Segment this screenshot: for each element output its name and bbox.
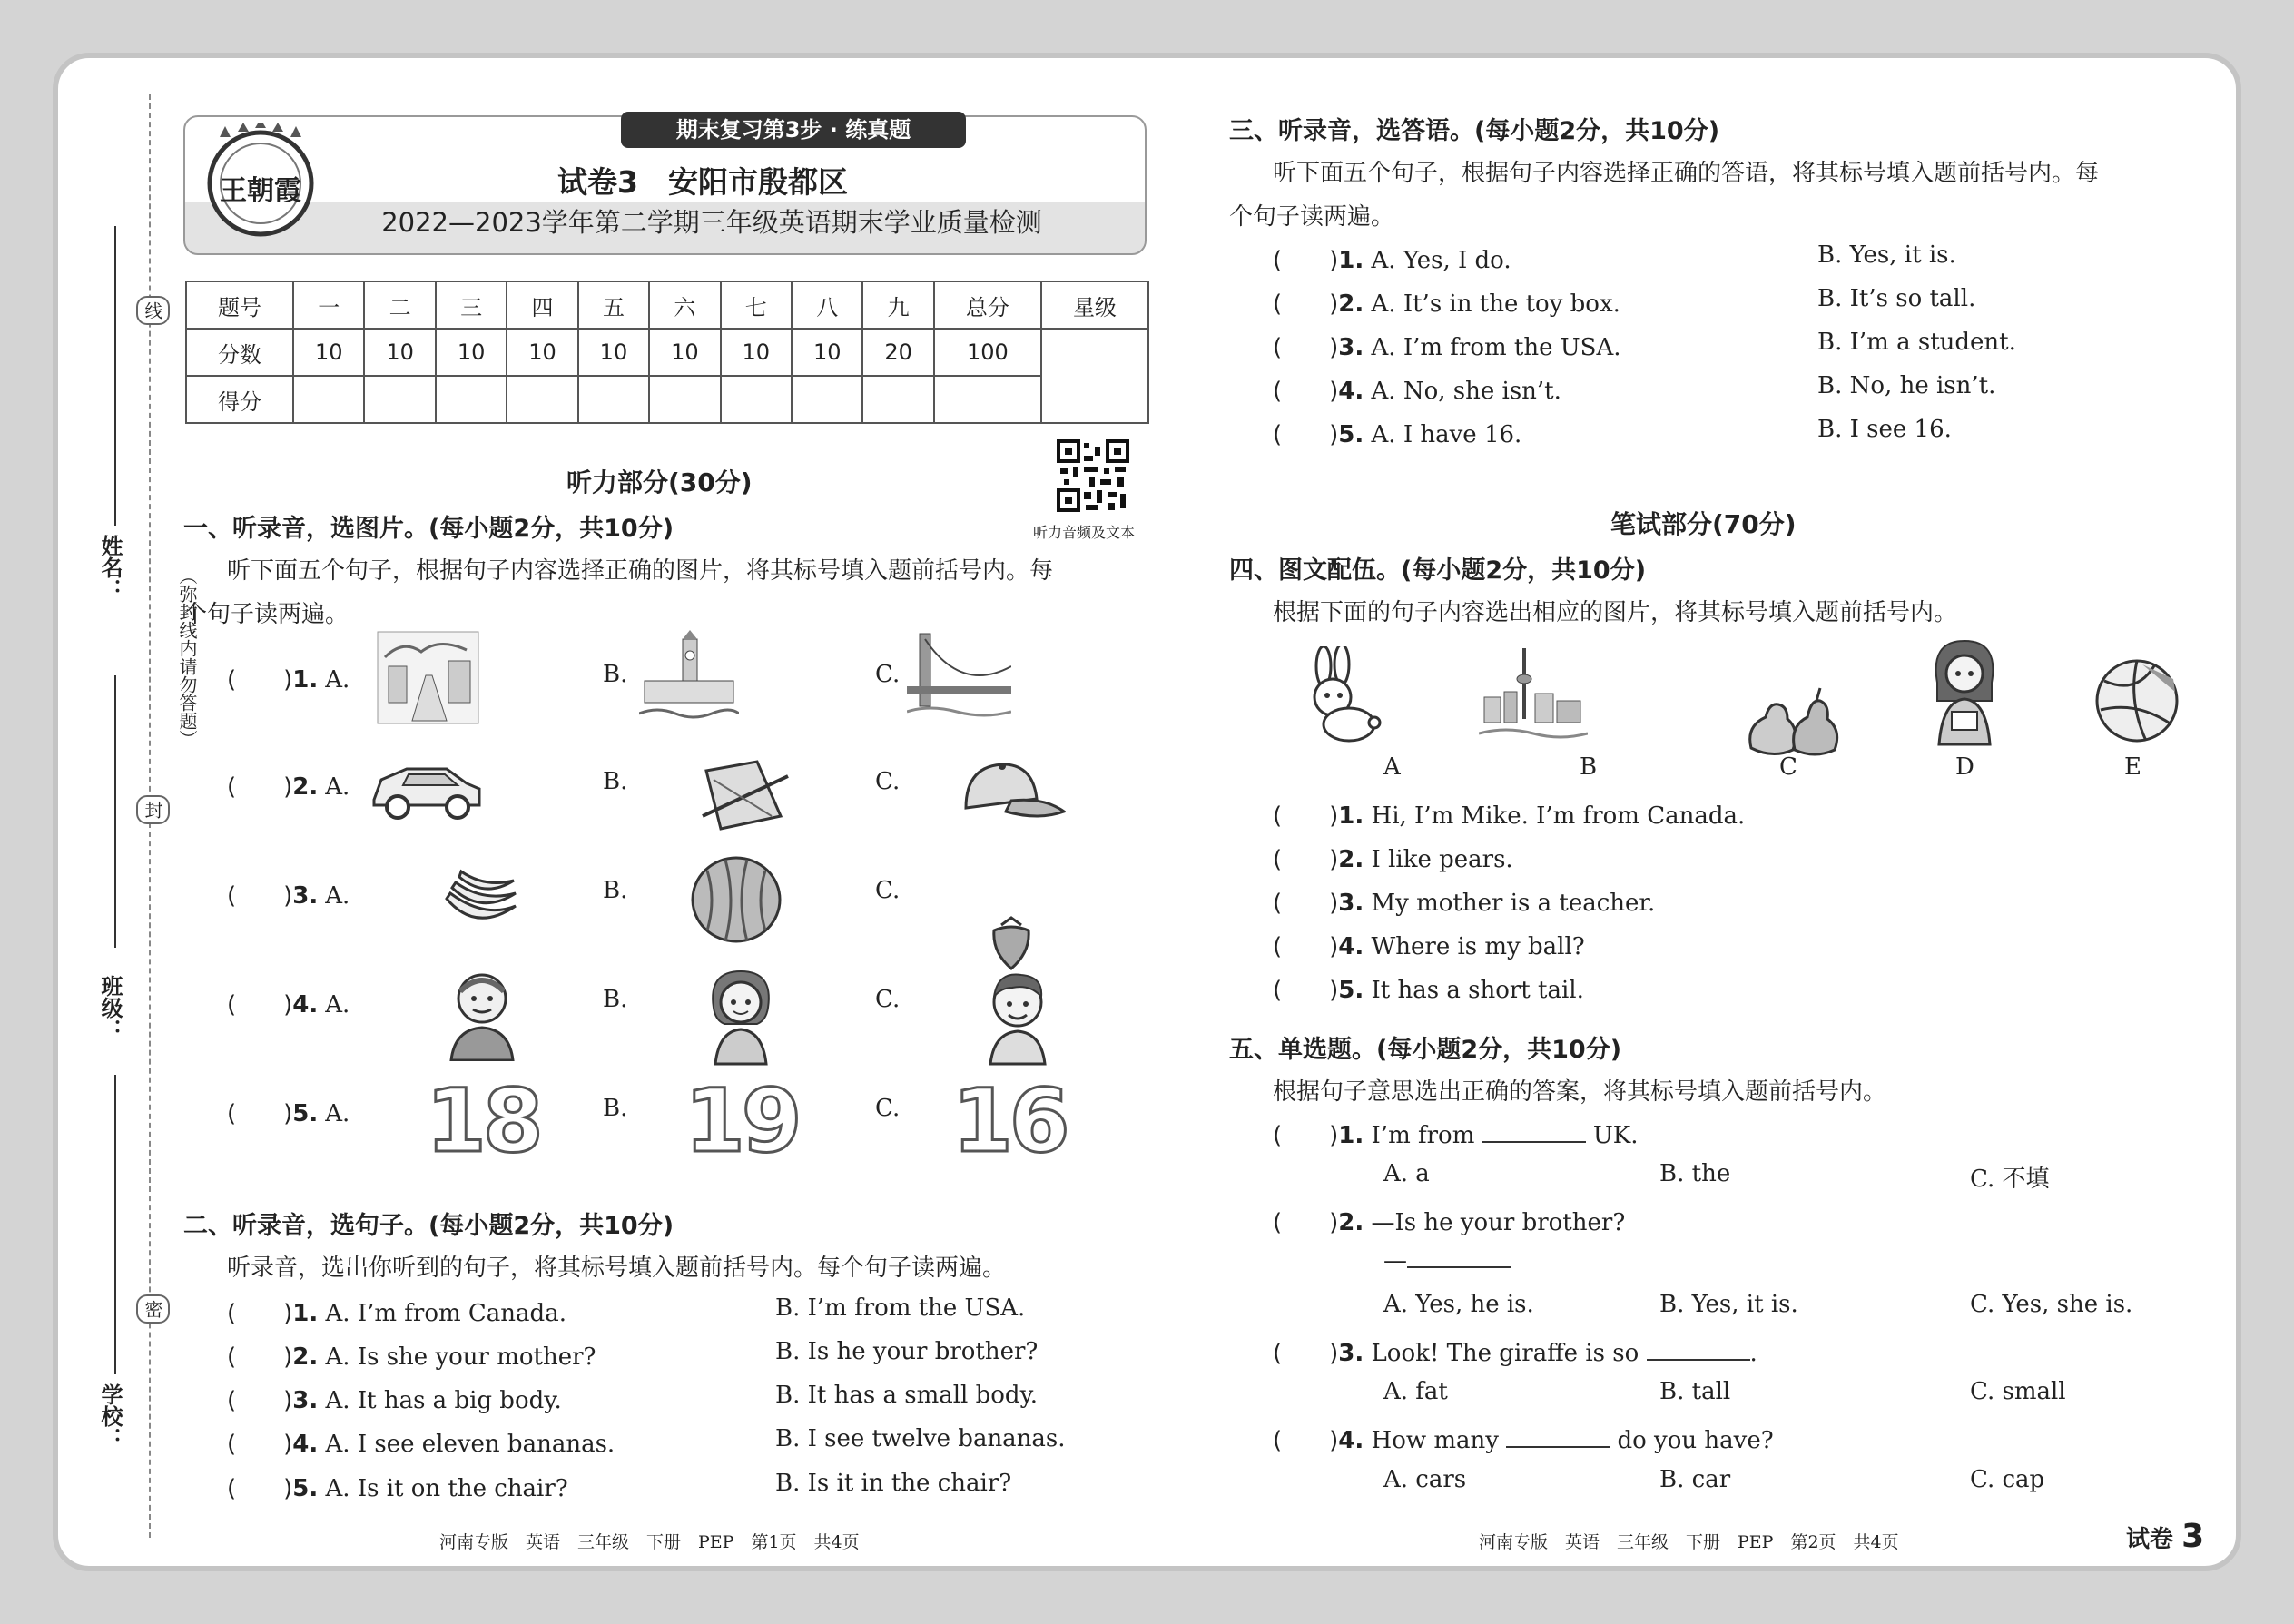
- answer-bracket[interactable]: ( ): [1273, 933, 1339, 960]
- option-b: B. car: [1659, 1466, 1731, 1493]
- option-b: B. I’m a student.: [1817, 329, 2016, 356]
- table-cell: 10: [364, 329, 435, 376]
- question-number: 4.: [1338, 1427, 1364, 1454]
- cn-tower-icon: [1479, 646, 1588, 746]
- rabbit-picture: [1293, 646, 1383, 750]
- option-label: C.: [875, 768, 901, 795]
- blank-line[interactable]: [1482, 1141, 1586, 1143]
- answer-bracket[interactable]: ( ): [227, 991, 293, 1019]
- question-text: It has a short tail.: [1371, 977, 1584, 1004]
- girl-icon: [703, 966, 780, 1066]
- qr-caption: 听力音频及文本: [1033, 524, 1136, 541]
- score-input-cell[interactable]: [721, 376, 792, 423]
- answer-bracket[interactable]: ( ): [227, 1343, 293, 1371]
- answer-bracket[interactable]: ( ): [227, 1387, 293, 1414]
- option-label: C.: [875, 1095, 901, 1122]
- answer-bracket[interactable]: ( ): [1273, 421, 1339, 448]
- part1-instruction: 听下面五个句子，根据句子内容选择正确的图片，将其标号填入题前括号内。每: [227, 557, 1054, 585]
- street-picture: [376, 630, 480, 729]
- table-cell: 三: [436, 281, 507, 329]
- question-number: 1.: [1338, 247, 1364, 274]
- grandpa-icon: [444, 966, 521, 1061]
- city-tower-picture: [1479, 646, 1588, 750]
- part1-q5: [227, 1095, 350, 1128]
- banner-tag: 期末复习第3步 · 练真题: [621, 112, 966, 148]
- letter-c: C: [1779, 753, 1797, 781]
- option-a: A. It’s in the toy box.: [1371, 290, 1620, 318]
- part4-q1: [1273, 797, 1745, 831]
- score-input-cell[interactable]: [436, 376, 507, 423]
- part5-q1: [1273, 1117, 1639, 1150]
- bridge-icon: [907, 630, 1011, 725]
- option-b: B. No, he isn’t.: [1817, 372, 1996, 399]
- answer-bracket[interactable]: ( ): [227, 1300, 293, 1327]
- answer-bracket[interactable]: ( ): [1273, 334, 1339, 361]
- number-19: 19: [684, 1070, 799, 1172]
- table-cell: 10: [721, 329, 792, 376]
- table-cell: 二: [364, 281, 435, 329]
- question-number: 1.: [1338, 1122, 1364, 1149]
- question-number: 4.: [292, 1431, 319, 1458]
- option-a: A. a: [1383, 1160, 1430, 1187]
- part5-q3: [1273, 1334, 1757, 1368]
- question-text: Hi, I’m Mike. I’m from Canada.: [1371, 802, 1746, 830]
- part2-heading: 二、听录音，选句子。(每小题2分，共10分): [183, 1212, 674, 1240]
- part3-q5: [1273, 416, 1521, 449]
- pears-icon: [1742, 684, 1842, 757]
- option-c: C. 不填: [1970, 1166, 2050, 1193]
- question-number: 2.: [1338, 290, 1364, 318]
- answer-bracket[interactable]: ( ): [227, 882, 293, 910]
- table-row: [186, 376, 1148, 423]
- question-text: do you have?: [1617, 1427, 1774, 1454]
- paper-label-text: 试卷: [2126, 1526, 2174, 1553]
- table-cell: 100: [934, 329, 1041, 376]
- answer-bracket[interactable]: ( ): [1273, 846, 1339, 873]
- part3-instruction: 听下面五个句子，根据句子内容选择正确的答语，将其标号填入题前括号内。每: [1273, 160, 2100, 187]
- score-input-cell[interactable]: [649, 376, 720, 423]
- boy-picture: [980, 966, 1057, 1069]
- part3-heading: 三、听录音，选答语。(每小题2分，共10分): [1229, 117, 1720, 145]
- answer-bracket[interactable]: ( ): [1273, 1340, 1339, 1367]
- part2-q4: [227, 1425, 615, 1459]
- option-a: A. No, she isn’t.: [1371, 378, 1561, 405]
- car-picture: [367, 753, 485, 829]
- question-number: 4.: [1338, 378, 1364, 405]
- question-number: 1.: [292, 1300, 319, 1327]
- question-number: 5.: [292, 1100, 319, 1127]
- binding-warning: （弥封线内请勿答题）: [176, 566, 198, 748]
- question-text: Look! The giraffe is so: [1371, 1340, 1639, 1367]
- letter-d: D: [1955, 753, 1974, 781]
- answer-bracket[interactable]: ( ): [227, 666, 293, 694]
- option-label: A.: [325, 882, 350, 910]
- star-rating-cell[interactable]: [1041, 329, 1148, 423]
- paper-number: 3: [2181, 1518, 2205, 1555]
- option-a: A. I’m from Canada.: [325, 1300, 566, 1327]
- option-label: A.: [325, 773, 350, 801]
- question-number: 3.: [1338, 334, 1364, 361]
- answer-bracket[interactable]: ( ): [1273, 890, 1339, 917]
- question-text: UK.: [1592, 1122, 1639, 1149]
- part3-q1: [1273, 241, 1511, 275]
- question-number: 3.: [292, 1387, 319, 1414]
- boat-picture: [694, 753, 793, 838]
- option-label: A.: [325, 1100, 350, 1127]
- question-number: 5.: [1338, 977, 1364, 1004]
- big-ben-icon: [639, 630, 739, 725]
- watermelon-icon: [689, 852, 784, 948]
- question-number: 1.: [292, 666, 319, 694]
- question-number: 5.: [292, 1475, 319, 1502]
- exam-title: 试卷3 安阳市殷都区: [557, 164, 848, 200]
- option-a: A. I see eleven bananas.: [325, 1431, 615, 1458]
- exam-sheet: [53, 53, 2241, 1571]
- option-b: B. I’m from the USA.: [775, 1294, 1026, 1322]
- blank-line[interactable]: [1647, 1359, 1750, 1361]
- question-text: I’m from: [1371, 1122, 1475, 1149]
- question-text: Where is my ball?: [1371, 933, 1585, 960]
- boy-icon: [980, 966, 1057, 1066]
- option-a: A. I have 16.: [1371, 421, 1522, 448]
- score-input-cell[interactable]: [507, 376, 577, 423]
- part2-q5: [227, 1470, 568, 1503]
- table-row: [186, 281, 1148, 329]
- option-b: B. tall: [1659, 1378, 1731, 1405]
- question-text: How many: [1371, 1427, 1499, 1454]
- table-cell: 10: [792, 329, 862, 376]
- watermelon-picture: [689, 852, 784, 951]
- option-c: C. Yes, she is.: [1970, 1291, 2133, 1318]
- cap-picture: [957, 757, 1066, 833]
- logo-seal: [202, 123, 320, 241]
- question-number: 2.: [292, 1343, 319, 1371]
- option-c: C. cap: [1970, 1466, 2045, 1493]
- footer-right: 河南专版 英语 三年级 下册 PEP 第2页 共4页: [1479, 1532, 1899, 1552]
- score-input-cell[interactable]: [578, 376, 649, 423]
- part1-q4: [227, 986, 350, 1019]
- score-table: [185, 281, 1149, 424]
- table-row: [186, 329, 1148, 376]
- option-b: B. I see twelve bananas.: [775, 1425, 1066, 1452]
- question-number: 3.: [292, 882, 319, 910]
- option-b: B. It’s so tall.: [1817, 285, 1976, 312]
- teacher-icon: [1928, 637, 2001, 746]
- car-icon: [367, 753, 485, 825]
- paper-label: [2126, 1518, 2204, 1555]
- table-cell: 五: [578, 281, 649, 329]
- option-label: C.: [875, 877, 901, 904]
- number-18: 18: [426, 1070, 540, 1172]
- question-text: My mother is a teacher.: [1371, 890, 1656, 917]
- table-cell: 六: [649, 281, 720, 329]
- option-b: B. Is it in the chair?: [775, 1470, 1012, 1497]
- part4-q2: [1273, 841, 1513, 874]
- listening-title: 听力部分(30分): [566, 468, 753, 497]
- table-cell: 10: [293, 329, 364, 376]
- question-number: 4.: [292, 991, 319, 1019]
- table-cell: 题号: [186, 281, 293, 329]
- bananas-icon: [439, 866, 521, 934]
- letter-e: E: [2124, 753, 2141, 781]
- part2-q1: [227, 1294, 566, 1328]
- school-label: 学校：: [97, 1383, 123, 1449]
- question-text: .: [1749, 1340, 1757, 1367]
- part4-q5: [1273, 971, 1584, 1005]
- table-cell: 10: [649, 329, 720, 376]
- strawberry-icon: [989, 916, 1034, 970]
- table-cell: 总分: [934, 281, 1041, 329]
- bridge-picture: [907, 630, 1011, 729]
- letter-a: A: [1383, 753, 1401, 781]
- part5-q2: [1273, 1204, 1625, 1237]
- answer-bracket[interactable]: ( ): [1273, 290, 1339, 318]
- option-b: B. I see 16.: [1817, 416, 1952, 443]
- answer-bracket[interactable]: ( ): [1273, 1209, 1339, 1236]
- option-c: C. small: [1970, 1378, 2066, 1405]
- blank-line[interactable]: [1506, 1446, 1610, 1448]
- option-label: A.: [325, 991, 350, 1019]
- table-cell: 分数: [186, 329, 293, 376]
- bananas-picture: [439, 866, 521, 938]
- part5-q2-answer: [1383, 1247, 1511, 1275]
- cap-icon: [957, 757, 1066, 830]
- number-16: 16: [952, 1070, 1067, 1172]
- letter-b: B: [1580, 753, 1598, 781]
- table-cell: 九: [862, 281, 933, 329]
- qr-code[interactable]: [1057, 439, 1129, 512]
- part3-q3: [1273, 329, 1621, 362]
- boat-icon: [694, 753, 793, 834]
- option-label: B.: [603, 661, 628, 688]
- table-cell: 10: [578, 329, 649, 376]
- answer-bracket[interactable]: ( ): [1273, 802, 1339, 830]
- class-label: 班级：: [97, 975, 123, 1040]
- table-cell: 20: [862, 329, 933, 376]
- score-input-cell[interactable]: [934, 376, 1041, 423]
- option-a: A. Yes, I do.: [1371, 247, 1511, 274]
- part5-instruction: 根据句子意思选出正确的答案，将其标号填入题前括号内。: [1273, 1078, 1887, 1106]
- question-number: 2.: [1338, 846, 1364, 873]
- answer-bracket[interactable]: ( ): [227, 1475, 293, 1502]
- part1-q3: [227, 877, 350, 910]
- score-input-cell[interactable]: [364, 376, 435, 423]
- score-input-cell[interactable]: [792, 376, 862, 423]
- option-b: B. Yes, it is.: [1817, 241, 1956, 269]
- part3-q2: [1273, 285, 1620, 319]
- school-underline: [114, 1075, 116, 1374]
- option-label: B.: [603, 1095, 628, 1122]
- table-cell: 星级: [1041, 281, 1148, 329]
- option-b: B. Is he your brother?: [775, 1338, 1039, 1365]
- part2-q3: [227, 1382, 562, 1415]
- question-text: —Is he your brother?: [1371, 1209, 1626, 1236]
- question-number: 5.: [1338, 421, 1364, 448]
- part4-q4: [1273, 928, 1585, 961]
- option-b: B. It has a small body.: [775, 1382, 1039, 1409]
- answer-bracket[interactable]: ( ): [1273, 977, 1339, 1004]
- grandpa-picture: [444, 966, 521, 1065]
- option-label: C.: [875, 661, 901, 688]
- ball-icon: [2092, 655, 2182, 746]
- class-underline: [114, 675, 116, 948]
- question-number: 3.: [1338, 1340, 1364, 1367]
- answer-bracket[interactable]: ( ): [1273, 1122, 1339, 1149]
- part4-heading: 四、图文配伍。(每小题2分，共10分): [1229, 556, 1647, 585]
- table-cell: 四: [507, 281, 577, 329]
- option-label: B.: [603, 768, 628, 795]
- option-a: A. cars: [1383, 1466, 1467, 1493]
- secret-mark: 密: [136, 1294, 170, 1324]
- header-banner: [183, 115, 1147, 255]
- option-a: A. It has a big body.: [325, 1387, 562, 1414]
- option-label: B.: [603, 877, 628, 904]
- part3-instruction-cont: 个句子读两遍。: [1229, 203, 1395, 231]
- rabbit-icon: [1293, 646, 1383, 746]
- option-a: A. Yes, he is.: [1383, 1291, 1534, 1318]
- answer-bracket[interactable]: ( ): [227, 773, 293, 801]
- footer-left: 河南专版 英语 三年级 下册 PEP 第1页 共4页: [439, 1532, 860, 1552]
- part4-q3: [1273, 884, 1655, 918]
- big-ben-picture: [639, 630, 739, 729]
- street-scene-icon: [376, 630, 480, 725]
- option-a: A. fat: [1383, 1378, 1448, 1405]
- part4-instruction: 根据下面的句子内容选出相应的图片，将其标号填入题前括号内。: [1273, 599, 1958, 626]
- table-cell: 得分: [186, 376, 293, 423]
- name-label: 姓名：: [97, 535, 123, 600]
- teacher-picture: [1928, 637, 2001, 750]
- logo-text: 王朝霞: [220, 175, 301, 207]
- option-b: B. the: [1659, 1160, 1731, 1187]
- question-number: 2.: [292, 773, 319, 801]
- option-label: A.: [325, 666, 350, 694]
- part3-q4: [1273, 372, 1561, 406]
- option-b: B. Yes, it is.: [1659, 1291, 1798, 1318]
- table-cell: 八: [792, 281, 862, 329]
- girl-picture: [703, 966, 780, 1069]
- question-number: 1.: [1338, 802, 1364, 830]
- part2-instruction: 听录音，选出你听到的句子，将其标号填入题前括号内。每个句子读两遍。: [227, 1255, 1007, 1282]
- writing-title: 笔试部分(70分): [1610, 509, 1797, 539]
- part1-instruction-cont: 个句子读两遍。: [183, 601, 350, 628]
- question-number: 4.: [1338, 933, 1364, 960]
- score-input-cell[interactable]: [862, 376, 933, 423]
- option-a: A. I’m from the USA.: [1371, 334, 1621, 361]
- ball-picture: [2092, 655, 2182, 750]
- part5-heading: 五、单选题。(每小题2分，共10分): [1229, 1036, 1622, 1064]
- part5-q4: [1273, 1422, 1774, 1455]
- blank-line[interactable]: [1407, 1266, 1511, 1268]
- answer-bracket[interactable]: ( ): [1273, 1427, 1339, 1454]
- dash: —: [1383, 1247, 1407, 1275]
- table-cell: 一: [293, 281, 364, 329]
- seal-mark: 封: [136, 795, 170, 824]
- part2-q2: [227, 1338, 596, 1372]
- table-cell: 10: [507, 329, 577, 376]
- question-number: 3.: [1338, 890, 1364, 917]
- option-a: A. Is it on the chair?: [325, 1475, 568, 1502]
- part1-q1: [227, 661, 350, 694]
- question-number: 2.: [1338, 1209, 1364, 1236]
- exam-subtitle: 2022—2023学年第二学期三年级英语期末学业质量检测: [381, 207, 1042, 238]
- part1-heading: 一、听录音，选图片。(每小题2分，共10分): [183, 515, 674, 543]
- line-mark: 线: [136, 296, 170, 325]
- question-text: I like pears.: [1371, 846, 1513, 873]
- qr-code-icon: [1057, 439, 1129, 512]
- score-input-cell[interactable]: [293, 376, 364, 423]
- answer-bracket[interactable]: ( ): [227, 1100, 293, 1127]
- option-a: A. Is she your mother?: [325, 1343, 596, 1371]
- table-cell: 10: [436, 329, 507, 376]
- part1-q2: [227, 768, 350, 802]
- name-underline: [114, 226, 116, 526]
- answer-bracket[interactable]: ( ): [1273, 247, 1339, 274]
- option-label: B.: [603, 986, 628, 1013]
- answer-bracket[interactable]: ( ): [1273, 378, 1339, 405]
- answer-bracket[interactable]: ( ): [227, 1431, 293, 1458]
- table-cell: 七: [721, 281, 792, 329]
- pears-picture: [1742, 684, 1842, 761]
- option-label: C.: [875, 986, 901, 1013]
